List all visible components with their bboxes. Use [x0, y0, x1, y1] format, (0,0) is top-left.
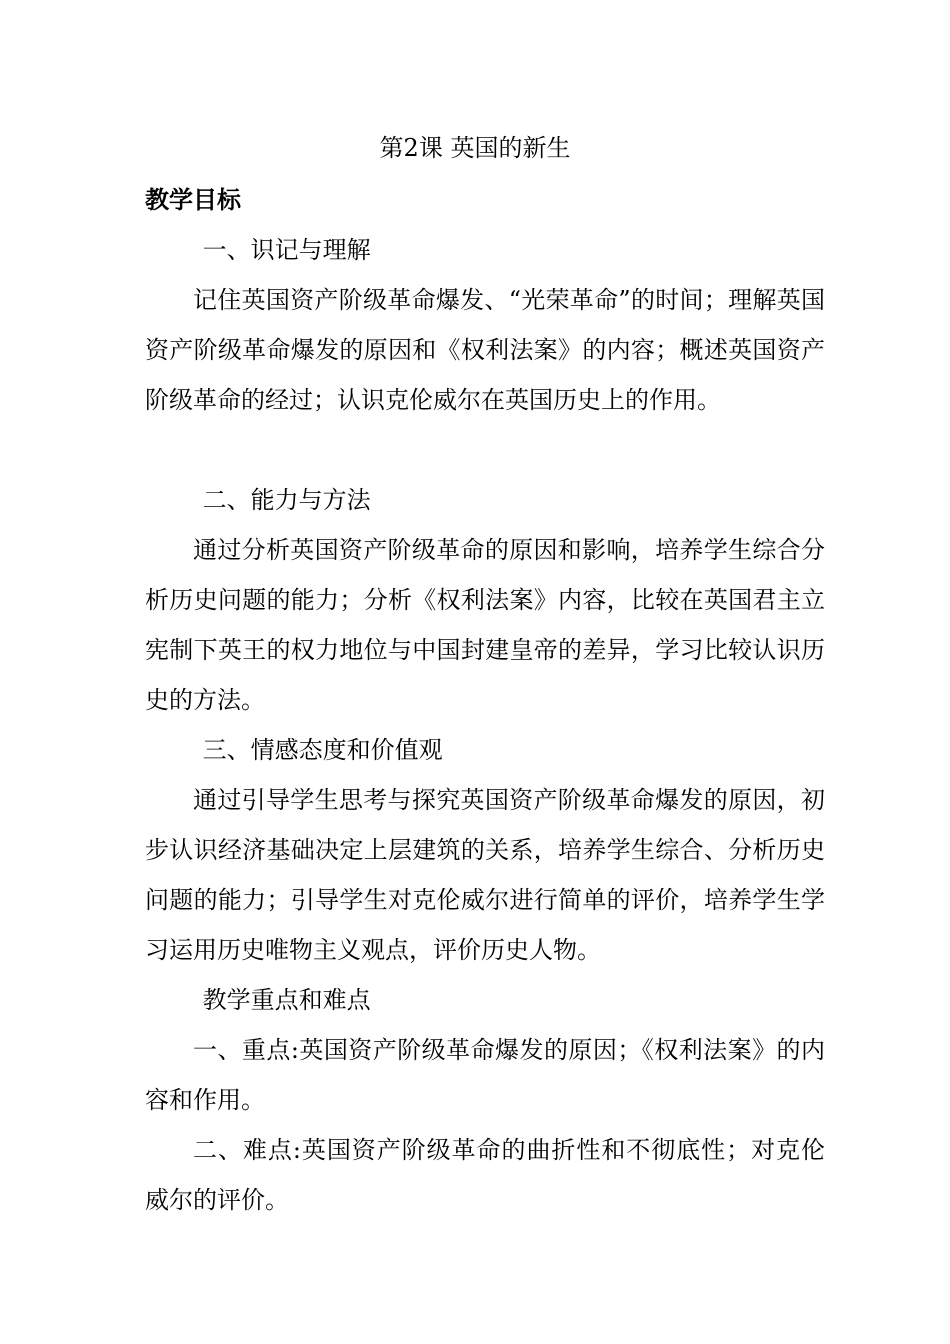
key-point-text: 一、重点:英国资产阶级革命爆发的原因；《权利法案》的内容和作用。: [145, 1036, 825, 1114]
section1-text: 记住英国资产阶级革命爆发、“光荣革命”的时间；理解英国资产阶级革命爆发的原因和《权利法案》的内容；概述英国资产阶级革命的经过；认识克伦威尔在英国历史上的作用。: [145, 286, 825, 414]
difficulty-text: 二、难点:英国资产阶级革命的曲折性和不彻底性；对克伦威尔的评价。: [145, 1136, 825, 1214]
section3-heading: 三、情感态度和价值观: [202, 736, 443, 764]
section3-text: 通过引导学生思考与探究英国资产阶级革命爆发的原因，初步认识经济基础决定上层建筑的关系，培养学生综合、分析历史问题的能力；引导学生对克伦威尔进行简单的评价，培养学生学习运用历史唯物主义观点，评价历史人物。: [145, 786, 825, 964]
page-title: 第2课 英国的新生: [379, 134, 571, 162]
section1-heading: 一、识记与理解: [202, 236, 371, 264]
section2-heading: 二、能力与方法: [202, 486, 371, 514]
section2-text: 通过分析英国资产阶级革命的原因和影响，培养学生综合分析历史问题的能力；分析《权利法案》内容，比较在英国君主立宪制下英王的权力地位与中国封建皇帝的差异，学习比较认识历史的方法。: [145, 536, 825, 714]
objectives-heading: 教学目标: [145, 186, 241, 214]
key-points-heading: 教学重点和难点: [202, 986, 371, 1014]
